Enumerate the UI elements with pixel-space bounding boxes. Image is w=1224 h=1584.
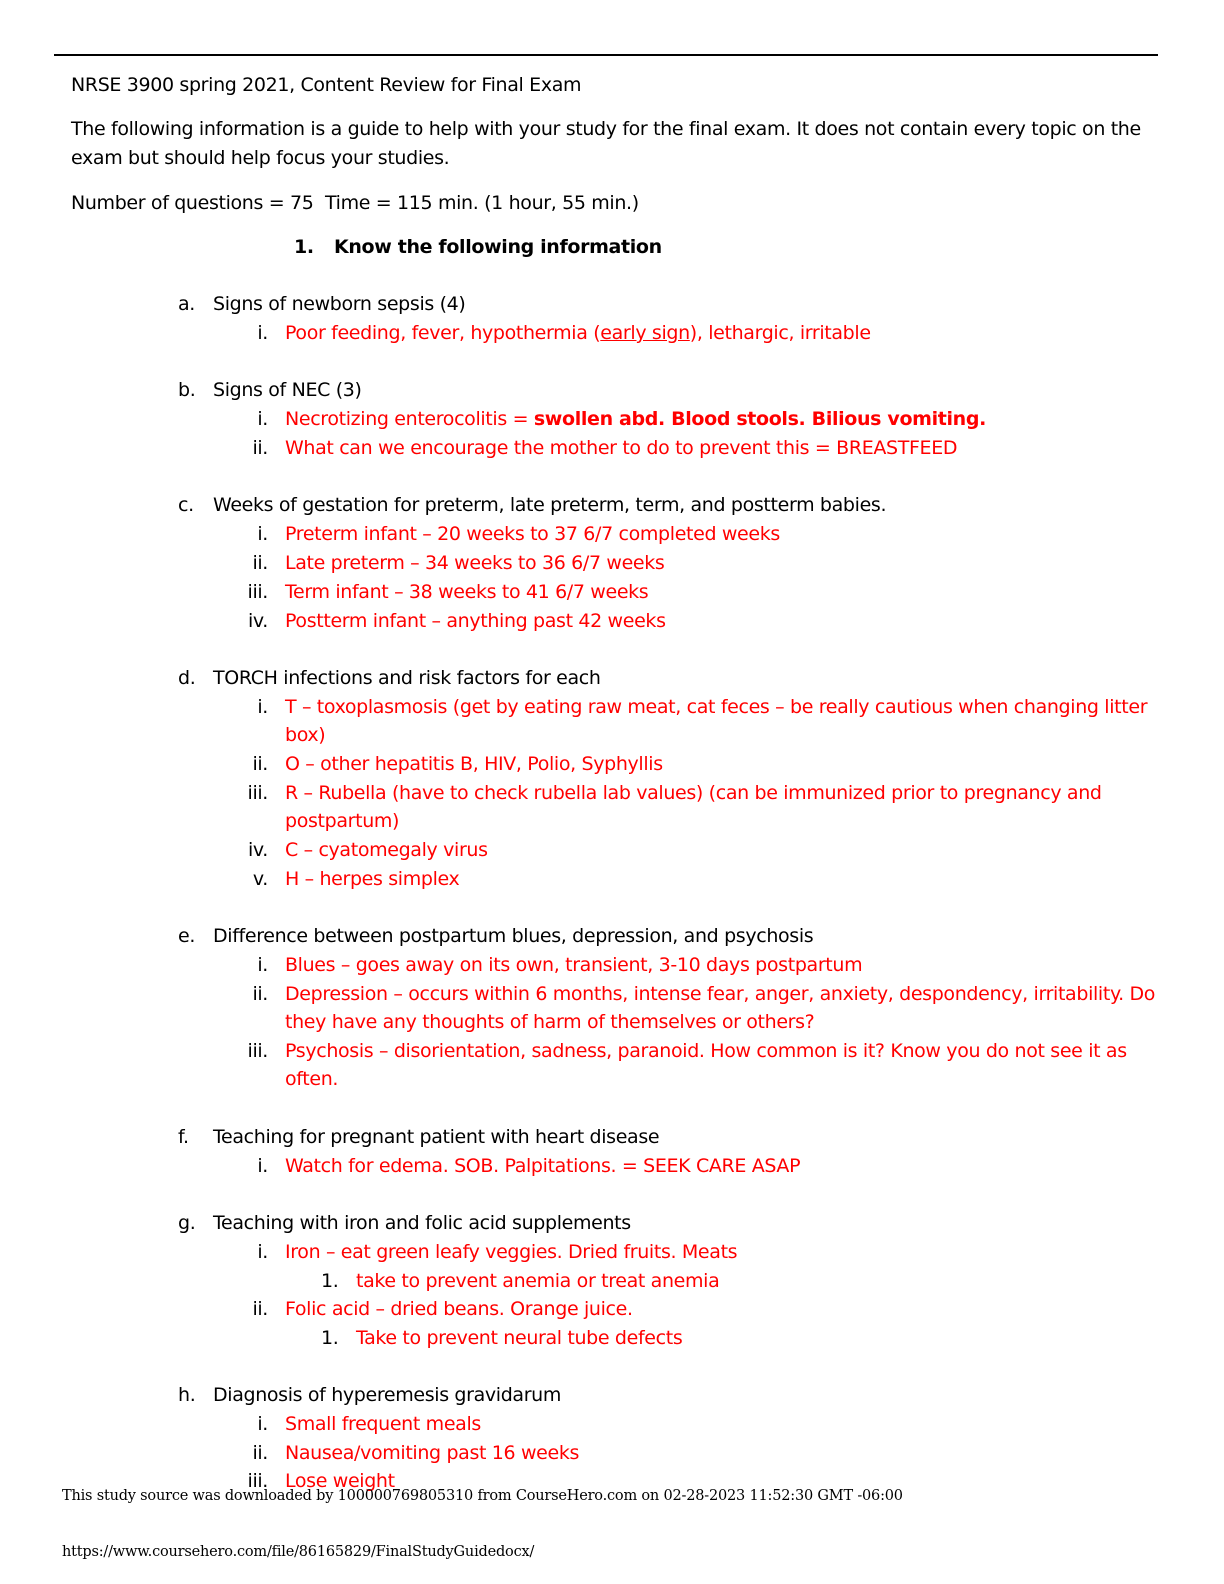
item-a-sub1-marker: i. (257, 322, 268, 344)
intro-line-2: exam but should help focus your studies. (71, 147, 450, 169)
item-g-sub1-text: Iron – eat green leafy veggies. Dried fruits. Meats (285, 1241, 738, 1263)
item-c-sub2-text: Late preterm – 34 weeks to 36 6/7 weeks (285, 552, 665, 574)
intro-line-1: The following information is a guide to help with your study for the final exam. It does not contain every topic on the (71, 118, 1141, 140)
item-c-sub1-marker: i. (257, 523, 268, 545)
item-g-title: Teaching with iron and folic acid supplements (213, 1212, 631, 1234)
section-heading: Know the following information (334, 236, 662, 258)
item-e-sub3-line2: often. (285, 1068, 339, 1090)
item-c-sub1-text: Preterm infant – 20 weeks to 37 6/7 completed weeks (285, 523, 780, 545)
section-number: 1. (294, 236, 314, 258)
item-c-sub2-marker: ii. (252, 552, 268, 574)
item-g-sub1a-text: take to prevent anemia or treat anemia (356, 1270, 720, 1292)
item-c-sub3-text: Term infant – 38 weeks to 41 6/7 weeks (285, 581, 649, 603)
early-sign-underline: early sign (600, 322, 690, 344)
item-e-sub2-line1: Depression – occurs within 6 months, intense fear, anger, anxiety, despondency, irritability. Do (285, 983, 1156, 1005)
item-g-sub1a-marker: 1. (321, 1270, 339, 1292)
item-e-sub3-marker: iii. (247, 1040, 268, 1062)
item-h-sub2-marker: ii. (252, 1442, 268, 1464)
item-d-sub4-text: C – cyatomegaly virus (285, 839, 488, 861)
item-e-sub3-line1: Psychosis – disorientation, sadness, paranoid. How common is it? Know you do not see it as (285, 1040, 1127, 1062)
top-rule (54, 54, 1158, 56)
item-h-sub1-text: Small frequent meals (285, 1413, 481, 1435)
item-a-marker: a. (178, 293, 195, 315)
item-h-sub2-text: Nausea/vomiting past 16 weeks (285, 1442, 580, 1464)
item-f-sub1-marker: i. (257, 1155, 268, 1177)
item-d-marker: d. (178, 667, 196, 689)
item-a-title: Signs of newborn sepsis (4) (213, 293, 466, 315)
exam-time: Time = 115 min. (1 hour, 55 min.) (325, 192, 639, 214)
item-h-sub3-marker: iii. (247, 1470, 268, 1492)
item-h-sub3-text: Lose weight (285, 1470, 395, 1492)
item-f-sub1-text: Watch for edema. SOB. Palpitations. = SEEK CARE ASAP (285, 1155, 801, 1177)
item-c-title: Weeks of gestation for preterm, late preterm, term, and postterm babies. (213, 494, 887, 516)
item-e-sub2-marker: ii. (252, 983, 268, 1005)
item-d-title: TORCH infections and risk factors for each (213, 667, 601, 689)
item-e-marker: e. (178, 925, 196, 947)
item-d-sub1-line2: box) (285, 724, 326, 746)
item-d-sub5-marker: v. (252, 868, 268, 890)
item-h-title: Diagnosis of hyperemesis gravidarum (213, 1384, 562, 1406)
item-g-sub2a-text: Take to prevent neural tube defects (356, 1327, 683, 1349)
item-e-sub2-line2: they have any thoughts of harm of themselves or others? (285, 1011, 815, 1033)
item-a-sub1-text: Poor feeding, fever, hypothermia (early sign), lethargic, irritable (285, 322, 871, 344)
item-h-marker: h. (178, 1384, 196, 1406)
question-count: Number of questions = 75 (71, 192, 314, 214)
item-d-sub1-marker: i. (257, 696, 268, 718)
item-f-marker: f. (178, 1126, 189, 1148)
item-c-marker: c. (178, 494, 194, 516)
item-e-sub1-text: Blues – goes away on its own, transient, 3-10 days postpartum (285, 954, 863, 976)
item-d-sub5-text: H – herpes simplex (285, 868, 460, 890)
item-h-sub1-marker: i. (257, 1413, 268, 1435)
download-notice: This study source was downloaded by 100000769805310 from CourseHero.com on 02-28-2023 11:52:30 GMT -06:00 (62, 1488, 903, 1504)
item-d-sub3-marker: iii. (247, 782, 268, 804)
item-b-sub2-marker: ii. (252, 437, 268, 459)
item-d-sub1-line1: T – toxoplasmosis (get by eating raw meat, cat feces – be really cautious when changing litter (285, 696, 1148, 718)
item-g-sub2-text: Folic acid – dried beans. Orange juice. (285, 1298, 633, 1320)
item-c-sub3-marker: iii. (247, 581, 268, 603)
item-b-title: Signs of NEC (3) (213, 379, 362, 401)
item-c-sub4-marker: iv. (247, 610, 268, 632)
item-d-sub2-marker: ii. (252, 753, 268, 775)
item-d-sub4-marker: iv. (247, 839, 268, 861)
item-f-title: Teaching for pregnant patient with heart disease (213, 1126, 660, 1148)
item-b-sub1-marker: i. (257, 408, 268, 430)
item-g-sub1-marker: i. (257, 1241, 268, 1263)
item-g-marker: g. (178, 1212, 196, 1234)
item-g-sub2-marker: ii. (252, 1298, 268, 1320)
item-g-sub2a-marker: 1. (321, 1327, 339, 1349)
item-d-sub2-text: O – other hepatitis B, HIV, Polio, Syphyllis (285, 753, 663, 775)
item-b-sub2-text: What can we encourage the mother to do to prevent this = BREASTFEED (285, 437, 958, 459)
document-title: NRSE 3900 spring 2021, Content Review for Final Exam (71, 74, 582, 96)
item-e-sub1-marker: i. (257, 954, 268, 976)
item-e-title: Difference between postpartum blues, depression, and psychosis (213, 925, 814, 947)
item-d-sub3-line1: R – Rubella (have to check rubella lab values) (can be immunized prior to pregnancy and (285, 782, 1102, 804)
item-d-sub3-line2: postpartum) (285, 810, 400, 832)
source-url[interactable]: https://www.coursehero.com/file/86165829/FinalStudyGuidedocx/ (62, 1544, 535, 1560)
item-b-sub1-text: Necrotizing enterocolitis = swollen abd. Blood stools. Bilious vomiting. (285, 408, 986, 430)
item-c-sub4-text: Postterm infant – anything past 42 weeks (285, 610, 666, 632)
item-b-marker: b. (178, 379, 196, 401)
